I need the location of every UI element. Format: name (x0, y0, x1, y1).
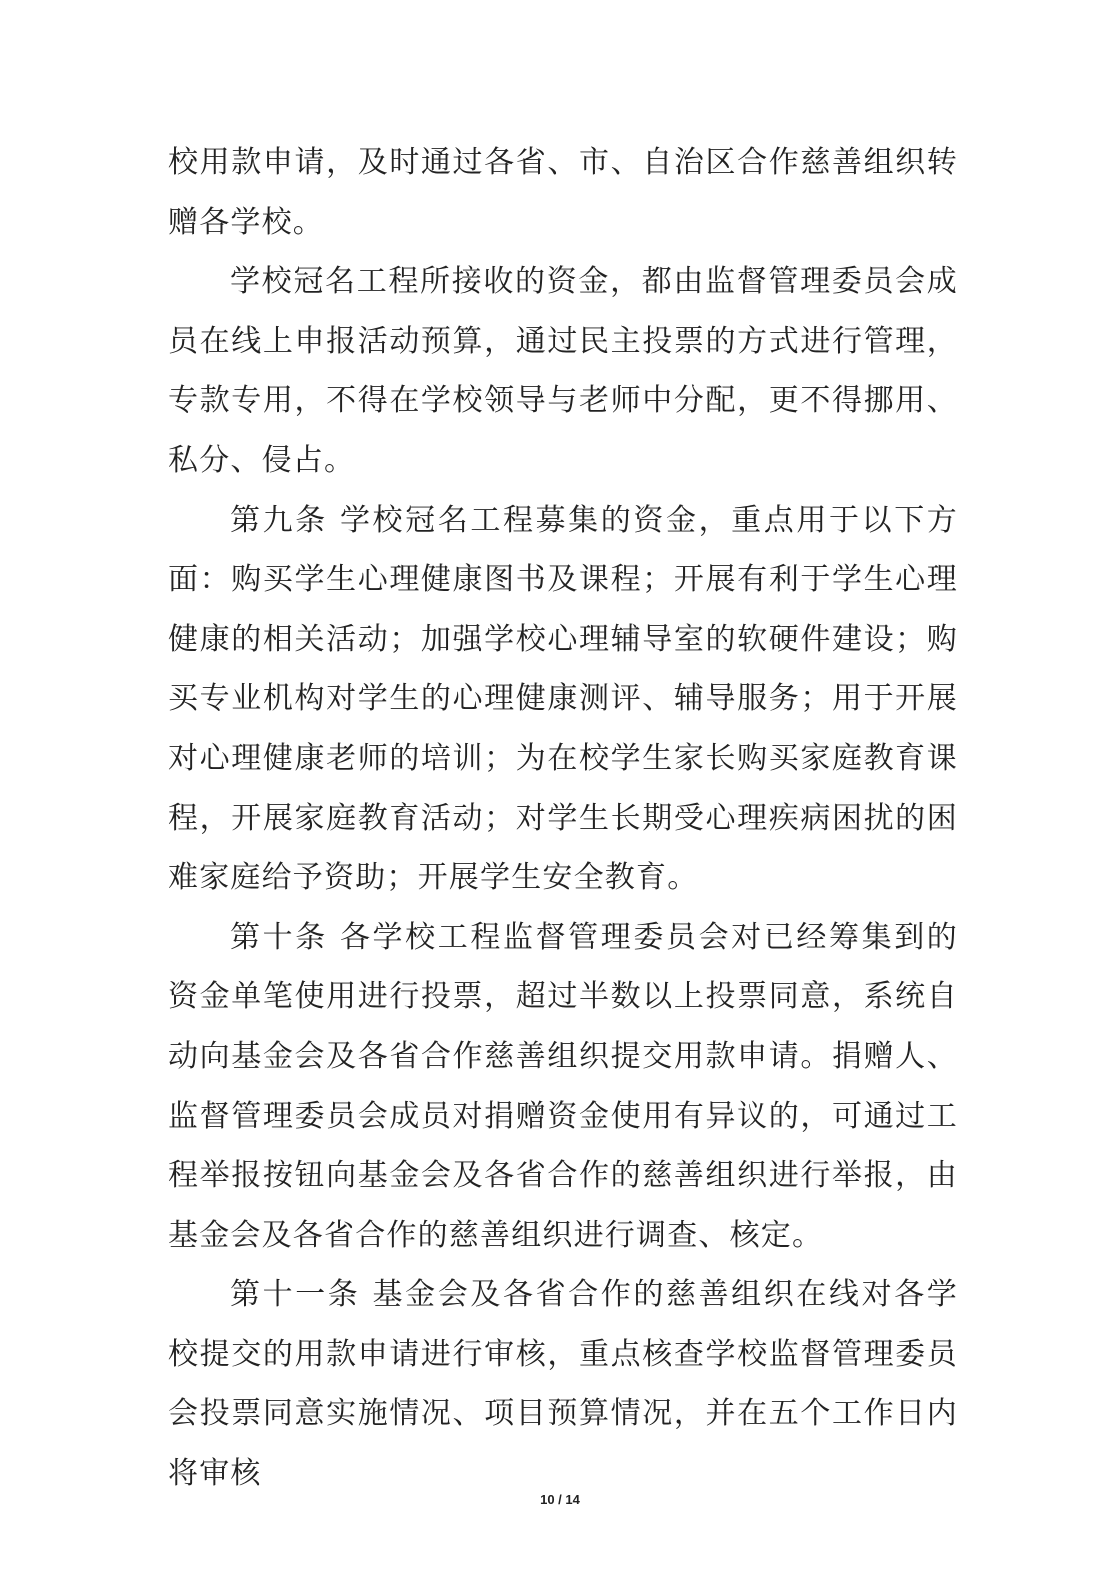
paragraph-article-11: 第十一条 基金会及各省合作的慈善组织在线对各学校提交的用款申请进行审核，重点核查学校监督管理委员会投票同意实施情况、项目预算情况，并在五个工作日内将审核 (168, 1277, 958, 1492)
paragraph-2: 学校冠名工程所接收的资金，都由监督管理委员会成员在线上申报活动预算，通过民主投票的方式进行管理，专款专用，不得在学校领导与老师中分配，更不得挪用、私分、侵占。 (168, 264, 958, 478)
paragraph-1: 校用款申请，及时通过各省、市、自治区合作慈善组织转赠各学校。 (168, 145, 958, 240)
paragraph-article-9: 第九条 学校冠名工程募集的资金，重点用于以下方面：购买学生心理健康图书及课程；开展有利于学生心理健康的相关活动；加强学校心理辅导室的软硬件建设；购买专业机构对学生的心理健康测评、辅导服务；用于开展对心理健康老师的培训；为在校学生家长购买家庭教育课程，开展家庭教育活动；对学生长期受心理疾病困扰的困难家庭给予资助；开展学生安全教育。 (168, 502, 958, 896)
page-number: 10 / 14 (540, 1492, 580, 1507)
document-body (168, 133, 958, 1504)
paragraph-article-10: 第十条 各学校工程监督管理委员会对已经筹集到的资金单笔使用进行投票，超过半数以上投票同意，系统自动向基金会及各省合作慈善组织提交用款申请。捐赠人、监督管理委员会成员对捐赠资金使用有异议的，可通过工程举报按钮向基金会及各省合作的慈善组织进行举报，由基金会及各省合作的慈善组织进行调查、核定。 (168, 919, 958, 1253)
